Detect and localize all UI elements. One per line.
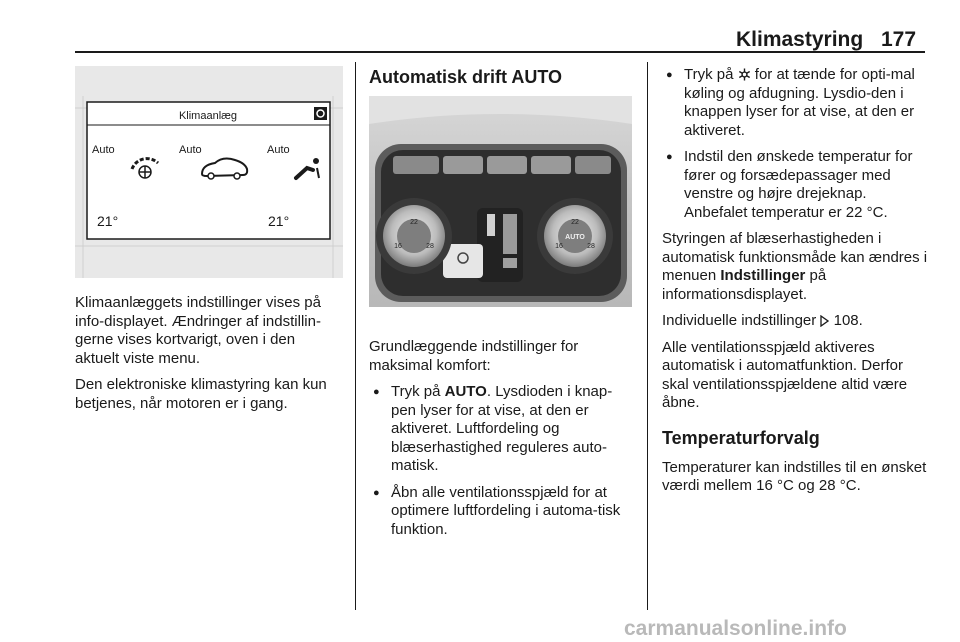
column-divider-1 — [355, 62, 356, 610]
watermark: carmanualsonline.info — [624, 617, 847, 640]
auto-label-fan: Auto — [92, 144, 115, 156]
auto-keyword: AUTO — [444, 383, 487, 400]
paragraph-fan-control: Styringen af blæserhastigheden i automatisk funktionsmåde kan ændres i menuen Indstillinger på informationsdisplayet. — [662, 230, 928, 303]
auto-label-seat: Auto — [267, 144, 290, 156]
auto-mode-list — [369, 383, 637, 539]
page-reference-arrow-icon — [820, 315, 829, 327]
right-knob-value-top: 22 — [571, 219, 579, 226]
paragraph-display-info: Klimaanlæggets indstillinger vises på info-displayet. Ændringer af indstillin-gerne vises kortvarigt, oven i den aktuelt viste menu. — [75, 294, 321, 367]
column-2 — [369, 66, 637, 547]
list-item-set-temperature: ● Indstil den ønskede temperatur for fører og forsædepassager med venstre og højre drejeknap. Anbefalet temperatur er 22 °C. — [662, 148, 932, 222]
left-knob-value-left: 16 — [394, 243, 402, 250]
settings-list — [662, 66, 932, 222]
temperature-right: 21° — [268, 213, 290, 229]
right-knob-value-right: 28 — [587, 243, 595, 250]
page-header-title: Klimastyring — [736, 28, 864, 51]
display-title: Klimaanlæg — [178, 110, 238, 122]
paragraph-basic-settings: Grundlæggende indstillinger for maksimal komfort: — [369, 338, 579, 374]
page-reference: 108. — [833, 312, 863, 329]
column-3 — [662, 66, 932, 504]
right-knob-auto-label: AUTO — [565, 234, 585, 241]
left-knob-value-top: 22 — [410, 219, 418, 226]
paragraph-vents-auto: Alle ventilationsspjæld aktiveres automatisk i automatfunktion. Derfor skal ventilationsspjældene altid være åbne. — [662, 338, 908, 411]
left-knob-value-right: 28 — [426, 243, 434, 250]
auto-label-distribution: Auto — [179, 144, 202, 156]
column-divider-2 — [647, 62, 648, 610]
climate-display-figure — [75, 66, 343, 278]
paragraph-engine-note: Den elektroniske klimastyring kan kun betjenes, når motoren er i gang. — [75, 376, 327, 412]
right-knob-value-left: 16 — [555, 243, 563, 250]
temperature-left: 21° — [97, 213, 119, 229]
column-1 — [75, 294, 343, 421]
ac-snowflake-icon — [738, 68, 751, 81]
heading-temperature-preset: Temperaturforvalg — [662, 427, 820, 448]
list-item-press-auto: ● Tryk på AUTO. Lysdioden i knap-pen lyser for at vise, at den er aktiveret. Luftfordeling og blæserhastighed reguleres auto-matisk. — [369, 383, 637, 476]
header-rule — [75, 51, 925, 53]
list-item-open-vents: ● Åbn alle ventilationsspjæld for at optimere luftfordeling i automa-tisk funktion. — [369, 484, 637, 540]
paragraph-temperature-range: Temperaturer kan indstilles til en ønsket værdi mellem 16 °C og 28 °C. — [662, 458, 927, 494]
settings-icon — [314, 107, 327, 120]
paragraph-individual-settings: Individuelle indstillinger 108. — [662, 312, 863, 329]
settings-menu-keyword: Indstillinger — [720, 267, 806, 284]
list-item-press-ac: ● Tryk på for at tænde for opti-mal køling og afdugning. Lysdio-den i knappen lyser for at vise, at den er aktiveret. — [662, 66, 932, 140]
heading-auto-mode: Automatisk drift AUTO — [369, 67, 563, 87]
page-number: 177 — [881, 28, 917, 51]
